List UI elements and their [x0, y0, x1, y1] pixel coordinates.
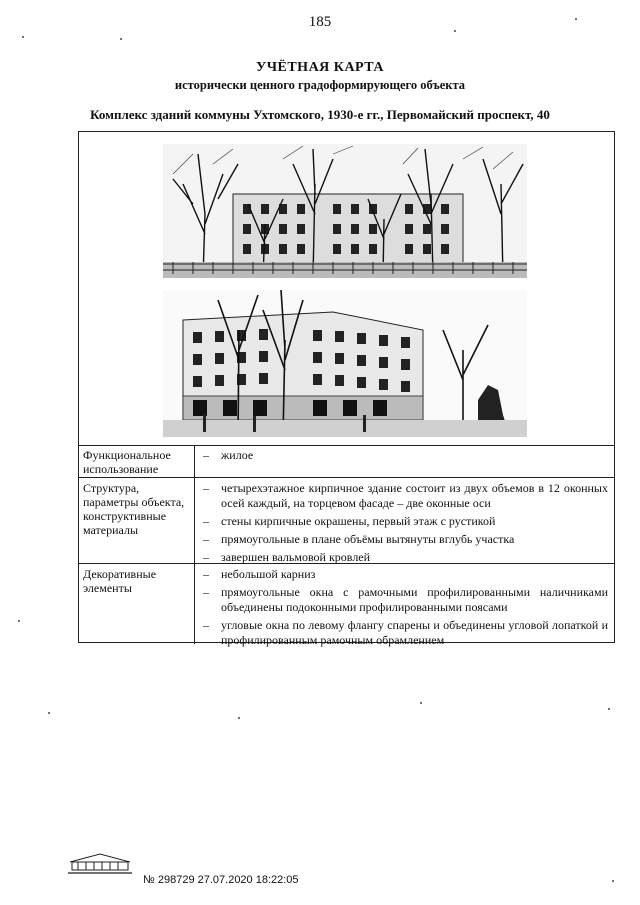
building-photo-street: [163, 290, 527, 437]
row-label: Декоративные элементы: [79, 564, 195, 644]
scan-speck: [120, 38, 122, 40]
scan-speck: [22, 36, 24, 38]
page-number: 185: [308, 14, 332, 30]
list-item: – небольшой карниз: [203, 567, 316, 581]
scan-speck: [454, 30, 456, 32]
list-item: – четырехэтажное кирпичное здание состоит из двух объемов в 12 оконных осей каждый, на торцевом фасаде – две оконные оси: [203, 481, 608, 510]
scan-speck: [575, 18, 577, 20]
row-functional-use: [79, 445, 614, 478]
document-number: № 298729 27.07.2020 18:22:05: [143, 874, 299, 886]
row-values: [195, 564, 614, 653]
scan-speck: [48, 712, 50, 714]
list-item: – прямоугольные в плане объёмы вытянуты вглубь участка: [203, 532, 515, 546]
scan-speck: [608, 708, 610, 710]
row-label: Структура, параметры объекта, конструктивные материалы: [79, 478, 195, 563]
card-title: УЧЁТНАЯ КАРТА: [255, 60, 385, 75]
row-label: Функциональное использование: [79, 445, 195, 477]
row-values: [195, 478, 614, 570]
list-item: – угловые окна по левому флангу спарены и объединены угловой лопаткой и профилированным рамочным обрамлением: [203, 618, 608, 647]
registration-card-table: [78, 131, 615, 647]
row-structure: [79, 478, 614, 564]
list-item: – жилое: [203, 448, 254, 462]
list-item: – стены кирпичные окрашены, первый этаж с рустикой: [203, 514, 496, 528]
scan-speck: [238, 717, 240, 719]
scan-speck: [18, 620, 20, 622]
row-decorative: [79, 564, 614, 647]
registration-stamp: [66, 852, 134, 876]
card-subtitle: исторически ценного градоформирующего объекта: [174, 78, 466, 92]
photo-cell: [79, 132, 614, 446]
scan-speck: [420, 702, 422, 704]
list-item: – завершен вальмовой кровлей: [203, 550, 371, 564]
list-item: – прямоугольные окна с рамочными профилированными наличниками объединены подоконными профилированными поясами: [203, 585, 608, 614]
object-name: Комплекс зданий коммуны Ухтомского, 1930-е гг., Первомайский проспект, 40: [90, 107, 550, 122]
scan-speck: [612, 880, 614, 882]
building-photo-winter: [163, 144, 527, 278]
row-values: [195, 445, 614, 468]
